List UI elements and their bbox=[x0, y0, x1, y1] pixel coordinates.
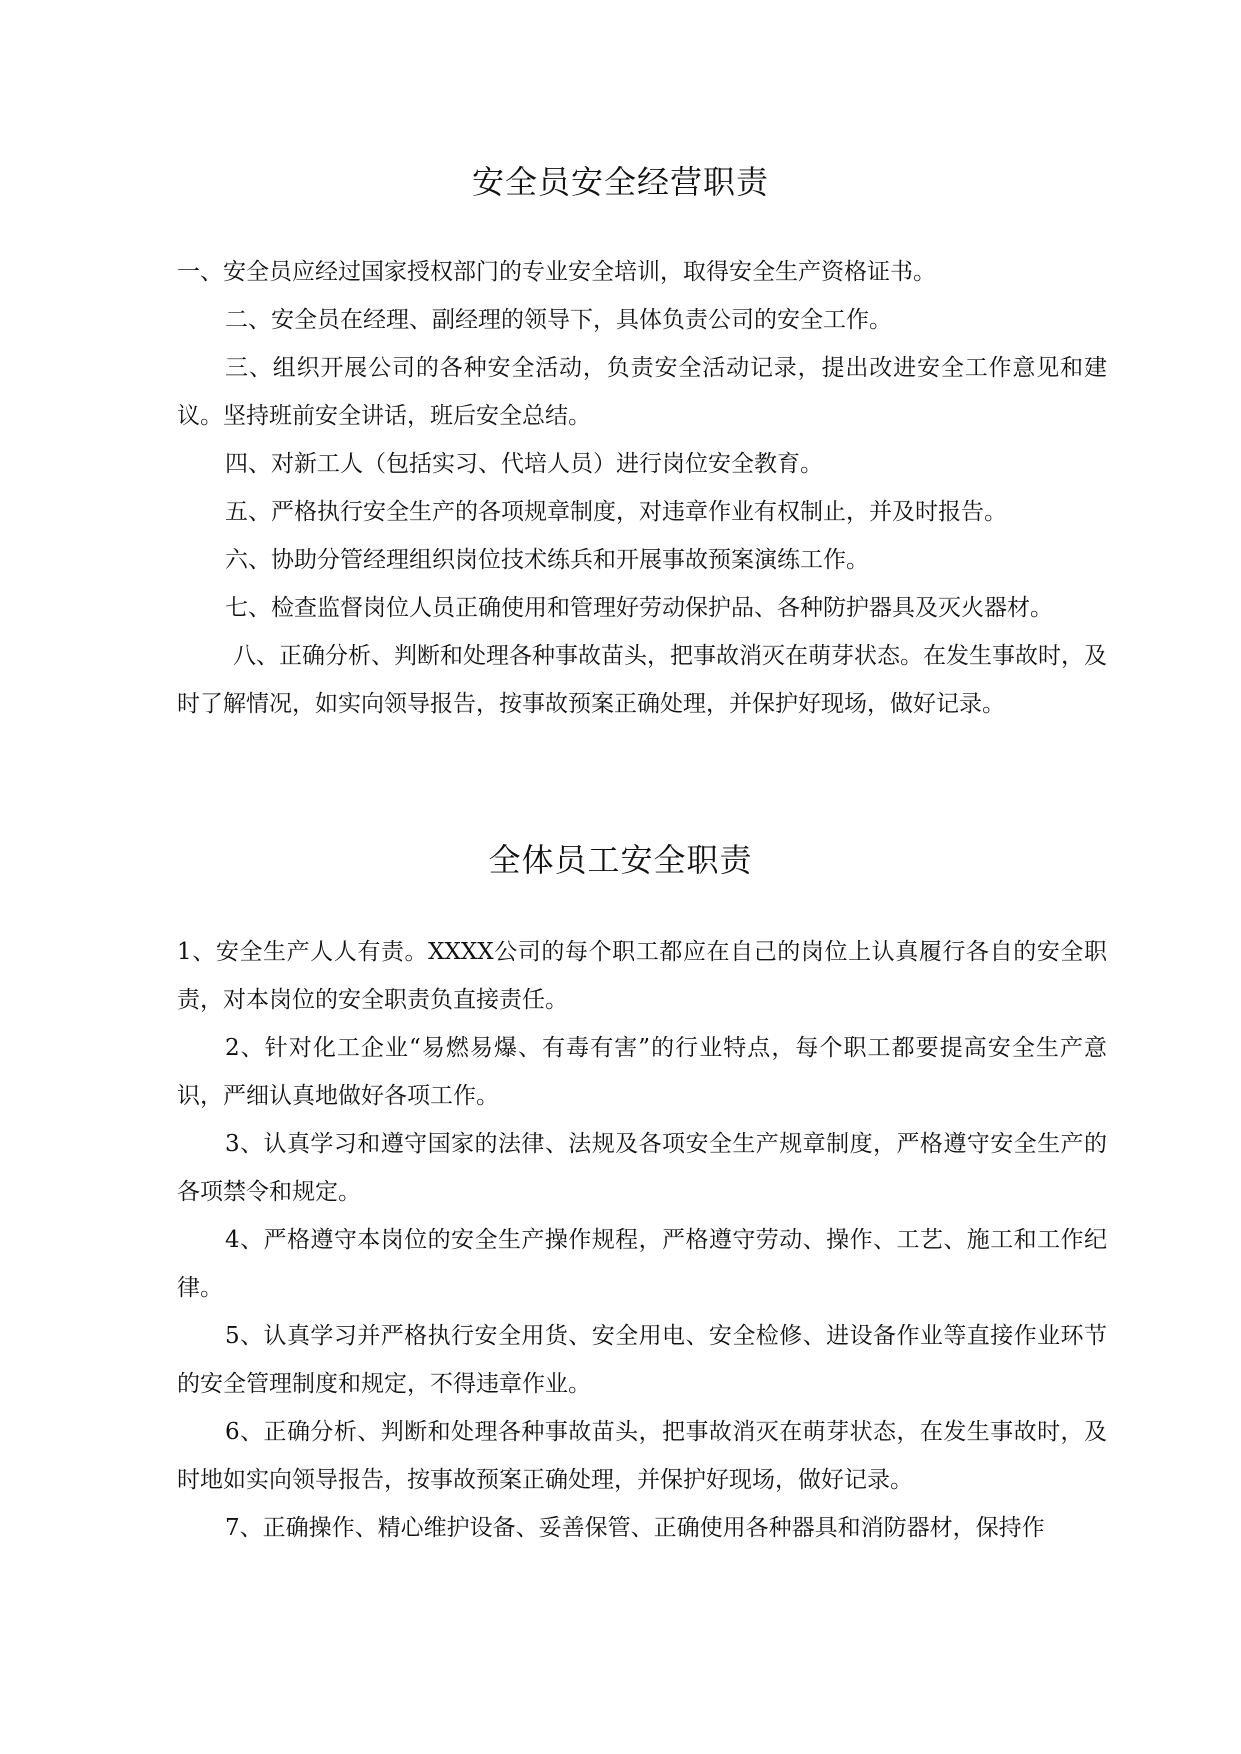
section-body-safety-officer bbox=[177, 248, 1107, 728]
paragraph: 五、严格执行安全生产的各项规章制度，对违章作业有权制止，并及时报告。 bbox=[225, 499, 1007, 525]
paragraph: 八、正确分析、判断和处理各种事故苗头，把事故消灭在萌芽状态。在发生事故时，及时了解情况，如实向领导报告，按事故预案正确处理，并保护好现场，做好记录。 bbox=[177, 643, 1107, 717]
section-body-all-staff bbox=[177, 928, 1107, 1552]
paragraph: 2、针对化工企业“易燃易爆、有毒有害”的行业特点，每个职工都要提高安全生产意识，严细认真地做好各项工作。 bbox=[177, 1035, 1107, 1109]
paragraph: 6、正确分析、判断和处理各种事故苗头，把事故消灭在萌芽状态，在发生事故时，及时地如实向领导报告，按事故预案正确处理，并保护好现场，做好记录。 bbox=[177, 1419, 1107, 1493]
section-title-all-staff: 全体员工安全职责 bbox=[488, 841, 753, 879]
paragraph: 四、对新工人（包括实习、代培人员）进行岗位安全教育。 bbox=[225, 451, 823, 477]
paragraph: 7、正确操作、精心维护设备、妥善保管、正确使用各种器具和消防器材，保持作 bbox=[225, 1515, 1045, 1541]
paragraph: 七、检查监督岗位人员正确使用和管理好劳动保护品、各种防护器具及灭火器材。 bbox=[225, 595, 1053, 621]
paragraph: 3、认真学习和遵守国家的法律、法规及各项安全生产规章制度，严格遵守安全生产的各项禁令和规定。 bbox=[177, 1131, 1107, 1205]
paragraph: 三、组织开展公司的各种安全活动，负责安全活动记录，提出改进安全工作意见和建议。坚持班前安全讲话，班后安全总结。 bbox=[177, 355, 1107, 429]
section-title-safety-officer: 安全员安全经营职责 bbox=[471, 163, 769, 201]
paragraph: 二、安全员在经理、副经理的领导下，具体负责公司的安全工作。 bbox=[225, 307, 892, 333]
paragraph: 4、严格遵守本岗位的安全生产操作规程，严格遵守劳动、操作、工艺、施工和工作纪律。 bbox=[177, 1227, 1107, 1301]
paragraph: 5、认真学习并严格执行安全用货、安全用电、安全检修、进设备作业等直接作业环节的安全管理制度和规定，不得违章作业。 bbox=[177, 1323, 1107, 1397]
paragraph: 一、安全员应经过国家授权部门的专业安全培训，取得安全生产资格证书。 bbox=[177, 259, 936, 285]
paragraph: 1、安全生产人人有责。XXXX公司的每个职工都应在自己的岗位上认真履行各自的安全职责，对本岗位的安全职责负直接责任。 bbox=[177, 939, 1107, 1013]
paragraph: 六、协助分管经理组织岗位技术练兵和开展事故预案演练工作。 bbox=[225, 547, 869, 573]
